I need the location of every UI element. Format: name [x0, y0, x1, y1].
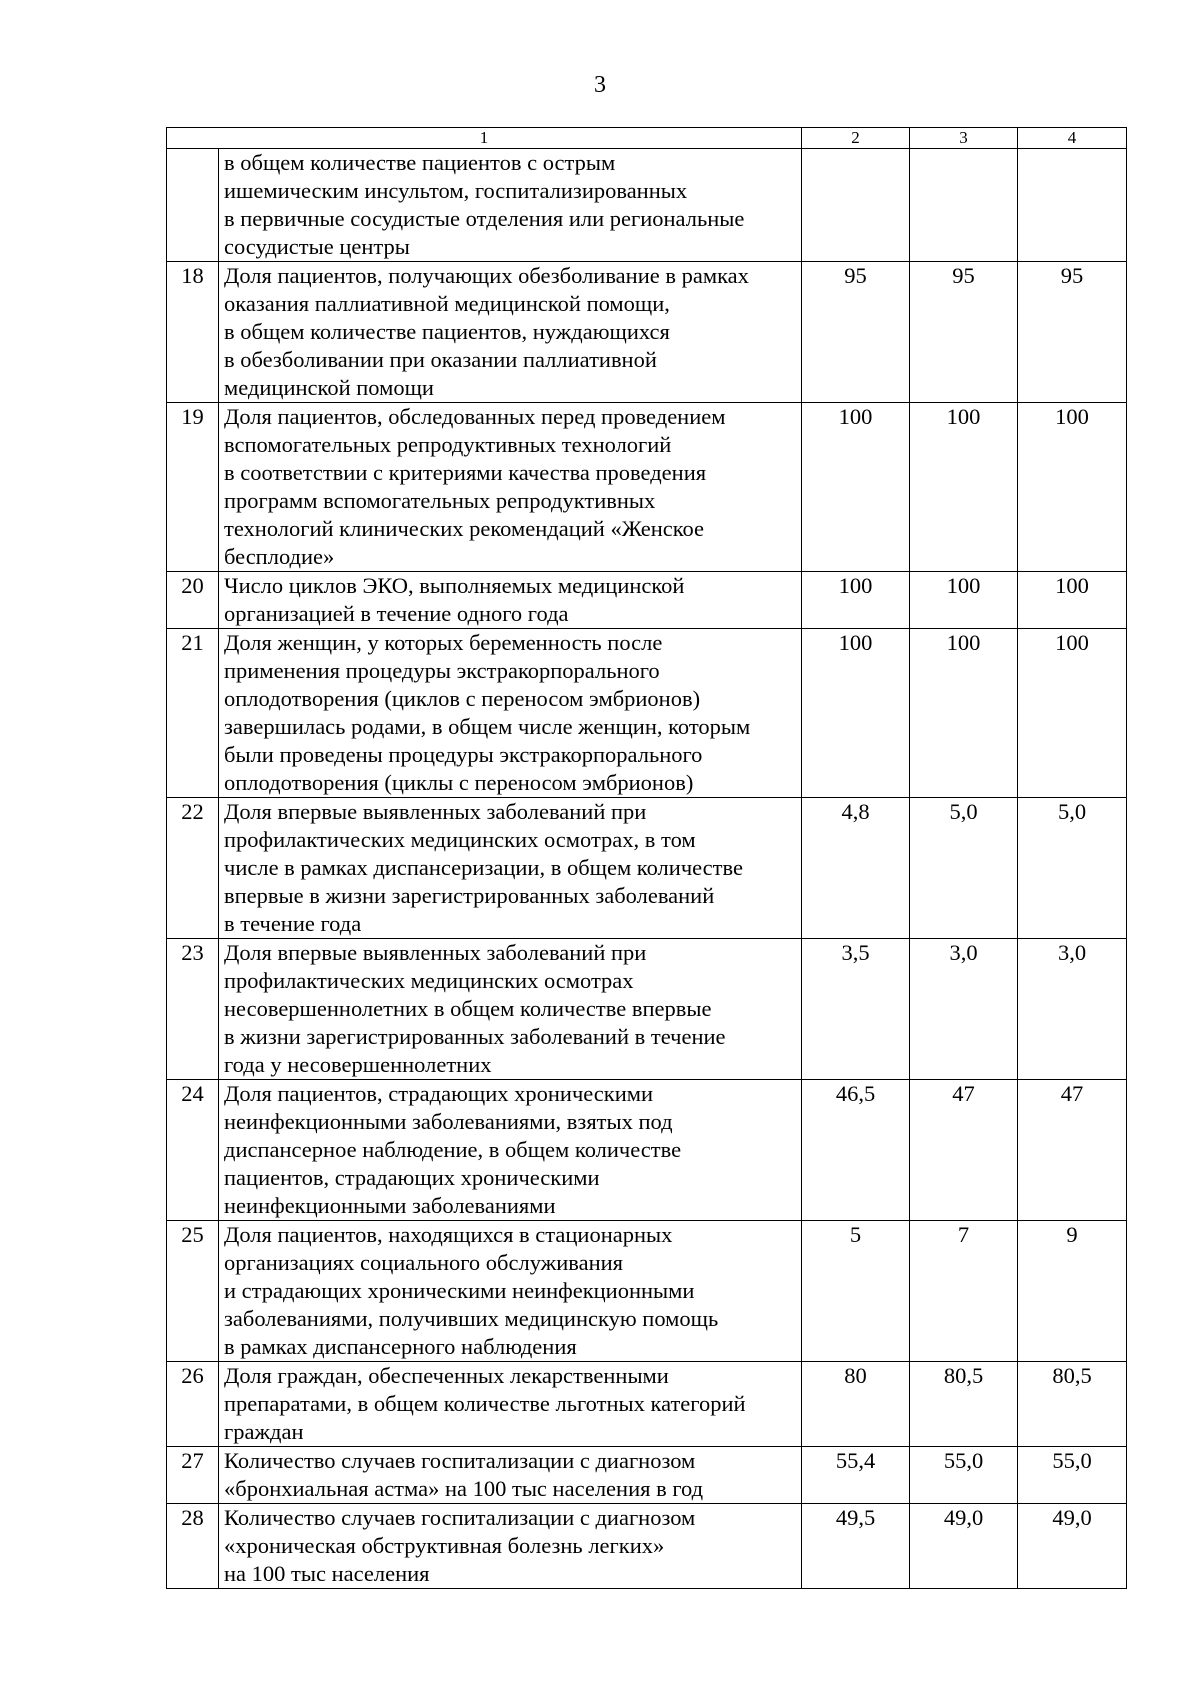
- table-row: [167, 1221, 1127, 1362]
- indicator-text-line: Количество случаев госпитализации с диагнозом: [224, 1448, 696, 1473]
- indicator-text-line: ишемическим инсультом, госпитализированных: [224, 178, 688, 203]
- indicator-text-line: несовершеннолетних в общем количестве впервые: [224, 996, 712, 1021]
- value-col-3: 95: [910, 262, 1018, 403]
- indicator-text-line: «хроническая обструктивная болезнь легких»: [224, 1533, 665, 1558]
- indicator-text-line: завершилась родами, в общем числе женщин, которым: [224, 714, 751, 739]
- row-number: 26: [167, 1362, 219, 1447]
- indicator-text-line: оплодотворения (циклов с переносом эмбрионов): [224, 686, 701, 711]
- indicator-text-line: в общем количестве пациентов с острым: [224, 150, 616, 175]
- indicator-name: [219, 629, 802, 798]
- indicator-text-line: вспомогательных репродуктивных технологий: [224, 432, 672, 457]
- row-number: 23: [167, 939, 219, 1080]
- table-row: [167, 403, 1127, 572]
- indicator-text-line: в течение года: [224, 911, 362, 936]
- indicator-name: [219, 572, 802, 629]
- value-col-2: 49,5: [802, 1504, 910, 1589]
- value-col-2: 55,4: [802, 1447, 910, 1504]
- page-number: 3: [594, 72, 606, 98]
- indicator-text-line: в общем количестве пациентов, нуждающихся: [224, 319, 670, 344]
- indicator-name: [219, 403, 802, 572]
- table-row: [167, 1080, 1127, 1221]
- row-number: 24: [167, 1080, 219, 1221]
- indicator-text-line: впервые в жизни зарегистрированных заболеваний: [224, 883, 715, 908]
- value-col-3: 100: [910, 403, 1018, 572]
- value-col-3: [910, 149, 1018, 262]
- indicator-text-line: медицинской помощи: [224, 375, 434, 400]
- value-col-2: 80: [802, 1362, 910, 1447]
- indicator-text-line: были проведены процедуры экстракорпорального: [224, 742, 703, 767]
- indicator-name: [219, 1221, 802, 1362]
- indicator-text-line: бесплодие»: [224, 544, 335, 569]
- indicator-text-line: в первичные сосудистые отделения или региональные: [224, 206, 745, 231]
- indicator-text-line: Доля пациентов, находящихся в стационарных: [224, 1222, 673, 1247]
- value-col-2: 100: [802, 403, 910, 572]
- indicator-text-line: профилактических медицинских осмотрах, в том: [224, 827, 696, 852]
- table-header-row: [167, 128, 1127, 149]
- value-col-3: 7: [910, 1221, 1018, 1362]
- indicator-text-line: Доля впервые выявленных заболеваний при: [224, 799, 647, 824]
- value-col-4: 5,0: [1018, 798, 1127, 939]
- value-col-2: 4,8: [802, 798, 910, 939]
- value-col-4: 100: [1018, 572, 1127, 629]
- value-col-3: 80,5: [910, 1362, 1018, 1447]
- value-col-2: 100: [802, 629, 910, 798]
- indicator-text-line: Количество случаев госпитализации с диагнозом: [224, 1505, 696, 1530]
- indicator-text-line: года у несовершеннолетних: [224, 1052, 492, 1077]
- value-col-3: 47: [910, 1080, 1018, 1221]
- indicator-text-line: диспансерное наблюдение, в общем количестве: [224, 1137, 682, 1162]
- indicator-text-line: в рамках диспансерного наблюдения: [224, 1334, 577, 1359]
- indicator-text-line: оказания паллиативной медицинской помощи,: [224, 291, 670, 316]
- table-body: [167, 128, 1127, 1589]
- indicators-table: [166, 127, 1127, 1589]
- column-header-2: 2: [802, 128, 910, 149]
- table-row: [167, 1504, 1127, 1589]
- value-col-4: 100: [1018, 403, 1127, 572]
- indicator-name: [219, 798, 802, 939]
- value-col-4: 55,0: [1018, 1447, 1127, 1504]
- value-col-3: 49,0: [910, 1504, 1018, 1589]
- table-row: [167, 798, 1127, 939]
- table-row: [167, 572, 1127, 629]
- indicator-text-line: препаратами, в общем количестве льготных категорий: [224, 1391, 746, 1416]
- indicator-text-line: пациентов, страдающих хроническими: [224, 1165, 600, 1190]
- value-col-3: 3,0: [910, 939, 1018, 1080]
- indicator-text-line: граждан: [224, 1419, 304, 1444]
- indicator-text-line: организациях социального обслуживания: [224, 1250, 624, 1275]
- table-row: [167, 939, 1127, 1080]
- indicator-text-line: сосудистые центры: [224, 234, 410, 259]
- row-number: [167, 149, 219, 262]
- indicator-name: [219, 1447, 802, 1504]
- indicator-text-line: Доля пациентов, страдающих хроническими: [224, 1081, 654, 1106]
- table-row: [167, 629, 1127, 798]
- table-row: [167, 262, 1127, 403]
- indicator-text-line: в соответствии с критериями качества проведения: [224, 460, 707, 485]
- indicator-text-line: на 100 тыс населения: [224, 1561, 430, 1586]
- indicator-name: [219, 262, 802, 403]
- value-col-3: 55,0: [910, 1447, 1018, 1504]
- value-col-2: 5: [802, 1221, 910, 1362]
- indicator-text-line: Доля пациентов, обследованных перед проведением: [224, 404, 726, 429]
- value-col-4: 49,0: [1018, 1504, 1127, 1589]
- row-number: 25: [167, 1221, 219, 1362]
- value-col-4: 3,0: [1018, 939, 1127, 1080]
- indicator-text-line: оплодотворения (циклы с переносом эмбрионов): [224, 770, 694, 795]
- column-header-1: 1: [167, 128, 802, 149]
- indicator-text-line: заболеваниями, получивших медицинскую помощь: [224, 1306, 719, 1331]
- indicator-text-line: Доля женщин, у которых беременность после: [224, 630, 663, 655]
- row-number: 22: [167, 798, 219, 939]
- column-header-4: 4: [1018, 128, 1127, 149]
- row-number: 18: [167, 262, 219, 403]
- indicator-text-line: применения процедуры экстракорпорального: [224, 658, 660, 683]
- value-col-4: 100: [1018, 629, 1127, 798]
- indicator-name: [219, 1504, 802, 1589]
- indicator-text-line: и страдающих хроническими неинфекционными: [224, 1278, 695, 1303]
- table-row: [167, 1447, 1127, 1504]
- indicator-name: [219, 1080, 802, 1221]
- table-row: [167, 1362, 1127, 1447]
- value-col-4: 9: [1018, 1221, 1127, 1362]
- row-number: 21: [167, 629, 219, 798]
- value-col-3: 100: [910, 572, 1018, 629]
- indicator-text-line: в жизни зарегистрированных заболеваний в течение: [224, 1024, 726, 1049]
- indicator-text-line: программ вспомогательных репродуктивных: [224, 488, 656, 513]
- indicator-name: [219, 149, 802, 262]
- column-header-3: 3: [910, 128, 1018, 149]
- indicator-name: [219, 1362, 802, 1447]
- value-col-4: 95: [1018, 262, 1127, 403]
- value-col-3: 5,0: [910, 798, 1018, 939]
- value-col-2: 3,5: [802, 939, 910, 1080]
- indicator-text-line: Доля граждан, обеспеченных лекарственными: [224, 1363, 669, 1388]
- value-col-2: [802, 149, 910, 262]
- row-number: 27: [167, 1447, 219, 1504]
- indicator-text-line: технологий клинических рекомендаций «Женское: [224, 516, 705, 541]
- value-col-4: 47: [1018, 1080, 1127, 1221]
- indicator-text-line: организацией в течение одного года: [224, 601, 569, 626]
- indicator-name: [219, 939, 802, 1080]
- value-col-2: 100: [802, 572, 910, 629]
- indicator-text-line: неинфекционными заболеваниями: [224, 1193, 556, 1218]
- value-col-4: 80,5: [1018, 1362, 1127, 1447]
- indicator-text-line: неинфекционными заболеваниями, взятых под: [224, 1109, 673, 1134]
- row-number: 28: [167, 1504, 219, 1589]
- table-row: [167, 149, 1127, 262]
- indicator-text-line: «бронхиальная астма» на 100 тыс населения в год: [224, 1476, 704, 1501]
- row-number: 19: [167, 403, 219, 572]
- value-col-4: [1018, 149, 1127, 262]
- value-col-2: 46,5: [802, 1080, 910, 1221]
- indicator-text-line: профилактических медицинских осмотрах: [224, 968, 634, 993]
- value-col-3: 100: [910, 629, 1018, 798]
- indicator-text-line: Доля пациентов, получающих обезболивание в рамках: [224, 263, 749, 288]
- indicator-text-line: Доля впервые выявленных заболеваний при: [224, 940, 647, 965]
- indicator-text-line: числе в рамках диспансеризации, в общем количестве: [224, 855, 743, 880]
- indicator-text-line: Число циклов ЭКО, выполняемых медицинской: [224, 573, 685, 598]
- row-number: 20: [167, 572, 219, 629]
- indicator-text-line: в обезболивании при оказании паллиативной: [224, 347, 657, 372]
- value-col-2: 95: [802, 262, 910, 403]
